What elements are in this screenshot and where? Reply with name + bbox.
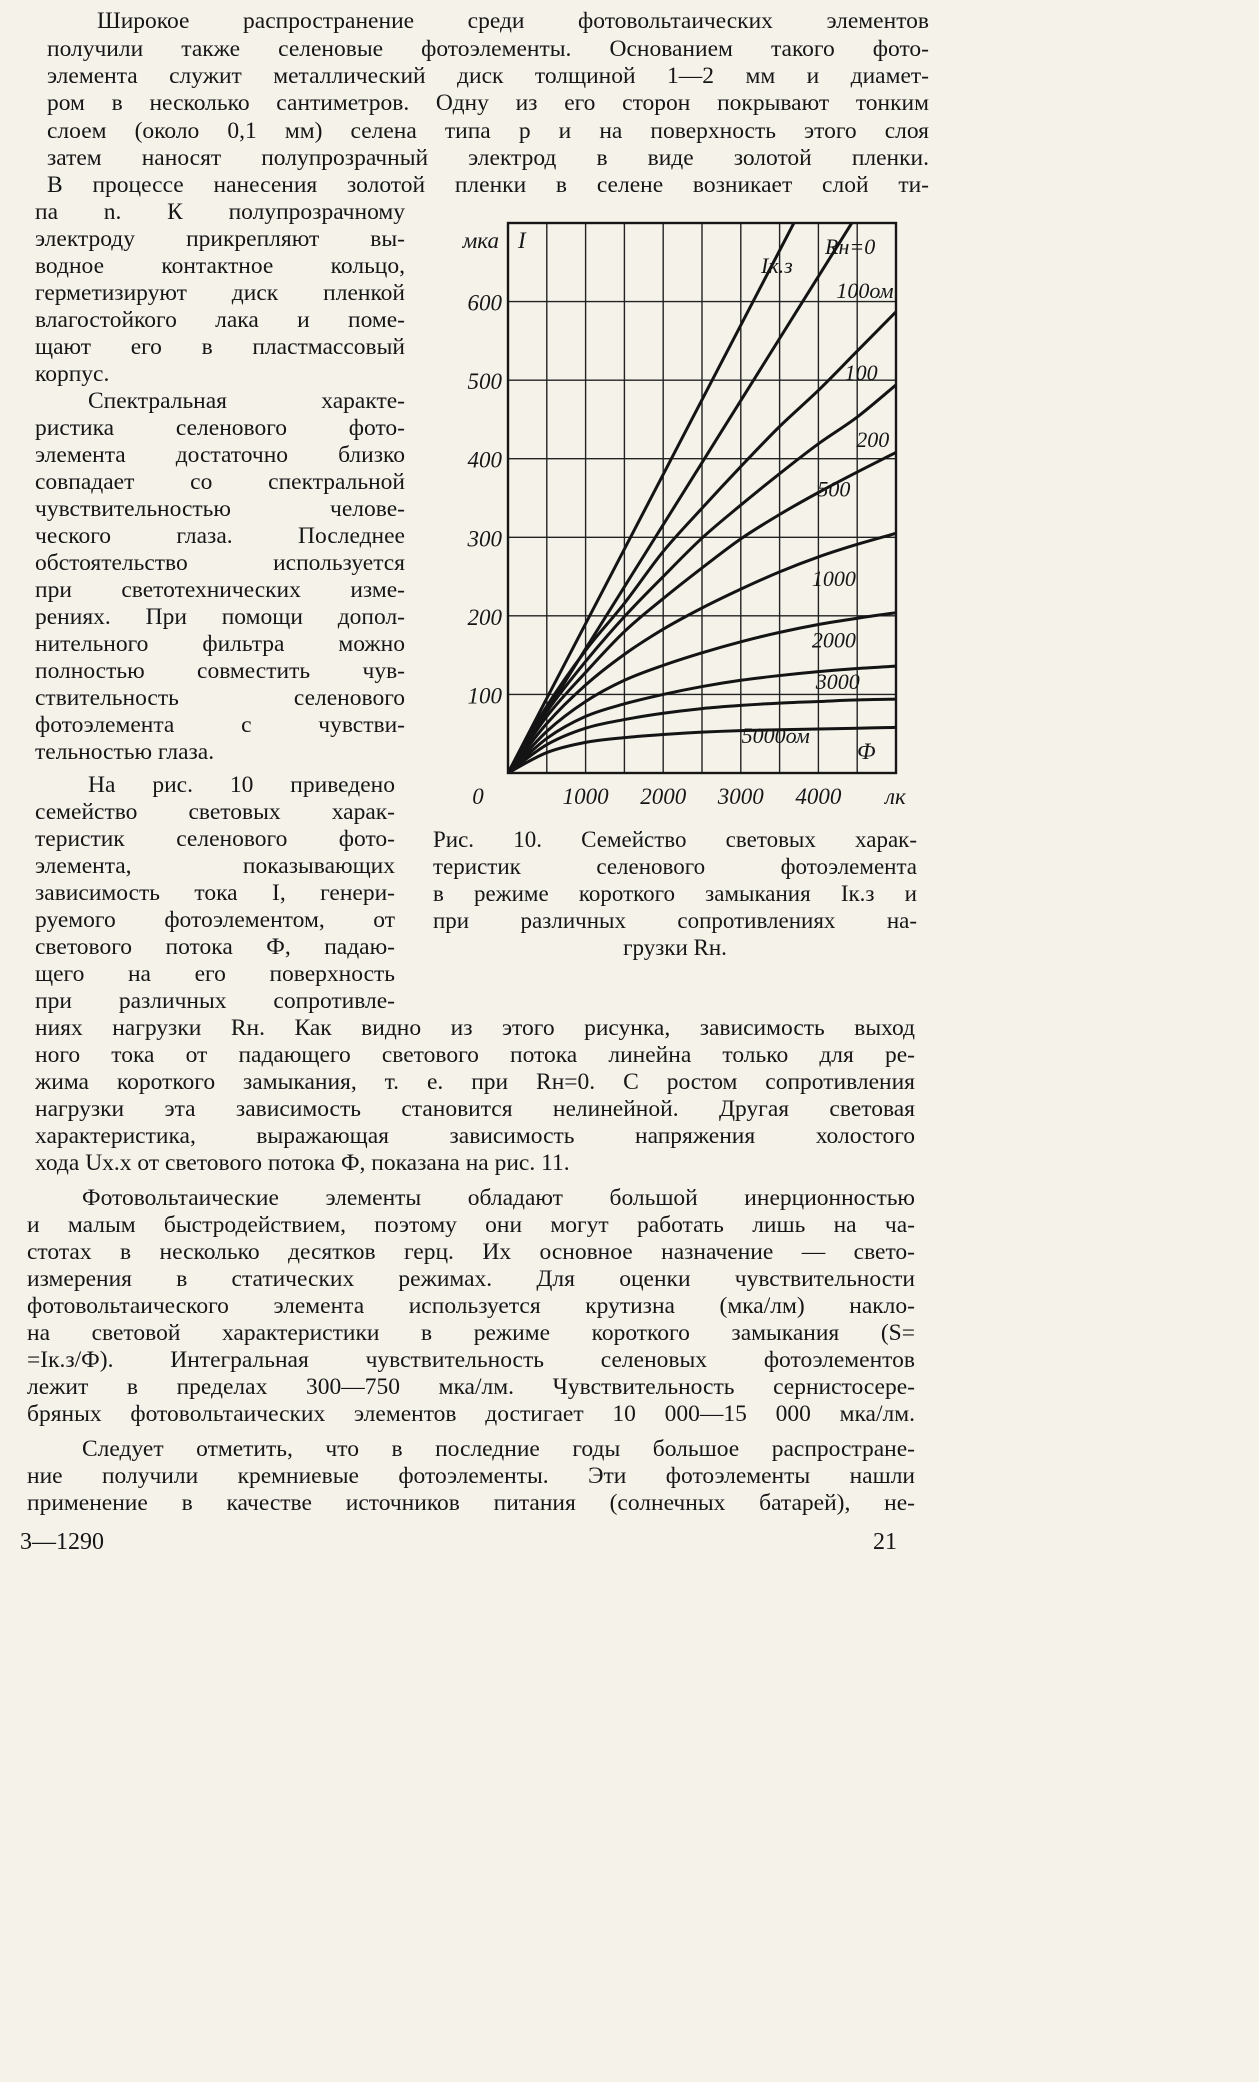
text-line: хода Uх.х от светового потока Ф, показана на рис. 11. <box>35 1150 570 1176</box>
y-tick-label: 600 <box>467 290 502 316</box>
caption-line: при различных сопротивлениях на- <box>433 908 917 933</box>
text-line: фотовольтаического элемента используется крутизна (мка/лм) накло- <box>27 1293 915 1319</box>
chart-labels <box>742 234 894 748</box>
text-line: элемента достаточно близко <box>35 442 405 468</box>
text-line: теристик селенового фото- <box>35 826 395 852</box>
text-line: ние получили кремниевые фотоэлементы. Эти фотоэлементы нашли <box>27 1463 915 1489</box>
series-label-1000: 1000 <box>811 566 856 591</box>
text-line: па n. К полупрозрачному <box>35 199 405 225</box>
text-line: ниях нагрузки Rн. Как видно из этого рисунка, зависимость выход <box>35 1015 915 1041</box>
text-line: фотоэлемента с чувстви- <box>35 712 405 738</box>
page-number: 21 <box>873 1529 897 1555</box>
text-line: светового потока Ф, падаю- <box>35 934 395 960</box>
series-label-Rн=0: Rн=0 <box>825 234 876 259</box>
text-line: зависимость тока I, генери- <box>35 880 395 906</box>
text-line: ром в несколько сантиметров. Одну из его сторон покрывают тонким <box>47 90 929 116</box>
text-line: стотах в несколько десятков герц. Их основное назначение — свето- <box>27 1239 915 1265</box>
text-line: при различных сопротивле- <box>35 988 395 1014</box>
text-line: влагостойкого лака и поме- <box>35 307 405 333</box>
text-line: и малым быстродействием, поэтому они могут работать лишь на ча- <box>27 1212 915 1238</box>
text-line: обстоятельство используется <box>35 550 405 576</box>
text-line: лежит в пределах 300—750 мка/лм. Чувствительность сернистосере- <box>27 1374 915 1400</box>
series-label-100ом: 100ом <box>836 278 894 303</box>
y-unit-label: мка <box>462 228 499 253</box>
text-line: при светотехнических изме- <box>35 577 405 603</box>
series-label-100: 100 <box>844 360 878 386</box>
x-unit-label: лк <box>885 784 906 809</box>
chart-figure <box>425 208 925 820</box>
series-label-200: 200 <box>856 426 890 452</box>
text-line: водное контактное кольцо, <box>35 253 405 279</box>
text-line: ствительность селенового <box>35 685 405 711</box>
x-tick-label: 2000 <box>640 784 687 809</box>
text-line: характеристика, выражающая зависимость напряжения холостого <box>35 1123 915 1149</box>
y-tick-label: 400 <box>467 447 502 473</box>
text-line: получили также селеновые фотоэлементы. Основанием такого фото- <box>47 36 929 62</box>
text-line: корпус. <box>35 361 110 387</box>
text-line: нагрузки эта зависимость становится нелинейной. Другая световая <box>35 1096 915 1122</box>
text-line: электроду прикрепляют вы- <box>35 226 405 252</box>
series-label-Iк.з: Iк.з <box>761 253 793 278</box>
text-line: герметизируют диск пленкой <box>35 280 405 306</box>
series-label-2000: 2000 <box>811 627 856 653</box>
text-line: ческого глаза. Последнее <box>35 523 405 549</box>
x-tick-label: 3000 <box>717 784 764 809</box>
text-line: измерения в статических режимах. Для оценки чувствительности <box>27 1266 915 1292</box>
text-line: тельностью глаза. <box>35 739 215 765</box>
caption-line: в режиме короткого замыкания Iк.з и <box>433 881 917 906</box>
text-line: нительного фильтра можно <box>35 631 405 657</box>
chart-ticks <box>462 228 906 809</box>
text-line: В процессе нанесения золотой пленки в селене возникает слой ти- <box>47 172 929 198</box>
text-line: щего на его поверхность <box>35 961 395 987</box>
text-line: ристика селенового фото- <box>35 415 405 441</box>
y-axis-label: I <box>518 228 526 253</box>
series-label-500: 500 <box>817 476 851 502</box>
x-axis-label: Ф <box>857 739 876 764</box>
text-line: на световой характеристики в режиме короткого замыкания (S= <box>27 1320 915 1346</box>
text-line: ного тока от падающего светового потока линейна только для ре- <box>35 1042 915 1068</box>
text-line: применение в качестве источников питания (солнечных батарей), не- <box>27 1490 915 1516</box>
text-line: щают его в пластмассовый <box>35 334 405 360</box>
x-tick-label: 1000 <box>562 784 609 809</box>
y-tick-label: 100 <box>467 683 502 709</box>
y-tick-label: 300 <box>467 526 502 552</box>
y-tick-label: 500 <box>467 369 502 395</box>
text-line: элемента служит металлический диск толщиной 1—2 мм и диамет- <box>47 63 929 89</box>
text-line: руемого фотоэлементом, от <box>35 907 395 933</box>
text-line: жима короткого замыкания, т. е. при Rн=0. С ростом сопротивления <box>35 1069 915 1095</box>
text-line: рениях. При помощи допол- <box>35 604 405 630</box>
x-tick-label: 4000 <box>795 784 842 809</box>
text-line: Фотовольтаические элементы обладают большой инерционностью <box>82 1185 915 1211</box>
text-line: На рис. 10 приведено <box>88 772 395 798</box>
caption-line: теристик селенового фотоэлемента <box>433 854 917 879</box>
series-label-3000: 3000 <box>815 668 860 694</box>
series-label-5000ом: 5000ом <box>741 723 810 749</box>
x-tick-label: 0 <box>472 784 484 809</box>
caption-line: грузки Rн. <box>623 935 727 960</box>
text-line: семейство световых харак- <box>35 799 395 825</box>
signature-mark: 3—1290 <box>20 1529 104 1555</box>
text-line: элемента, показывающих <box>35 853 395 879</box>
text-line: Широкое распространение среди фотовольтаических элементов <box>97 8 929 34</box>
text-line: затем наносят полупрозрачный электрод в виде золотой пленки. <box>47 145 929 171</box>
text-line: слоем (около 0,1 мм) селена типа p и на поверхность этого слоя <box>47 118 929 144</box>
text-line: Спектральная характе- <box>88 388 405 414</box>
text-line: полностью совместить чув- <box>35 658 405 684</box>
text-line: Следует отметить, что в последние годы большое распростране- <box>82 1436 915 1462</box>
text-line: чувствительностью челове- <box>35 496 405 522</box>
text-line: =Iк.з/Ф). Интегральная чувствительность селеновых фотоэлементов <box>27 1347 915 1373</box>
text-line: совпадает со спектральной <box>35 469 405 495</box>
y-tick-label: 200 <box>467 604 502 630</box>
caption-line: Рис. 10. Семейство световых харак- <box>433 827 917 852</box>
text-line: бряных фотовольтаических элементов достигает 10 000—15 000 мка/лм. <box>27 1401 915 1427</box>
